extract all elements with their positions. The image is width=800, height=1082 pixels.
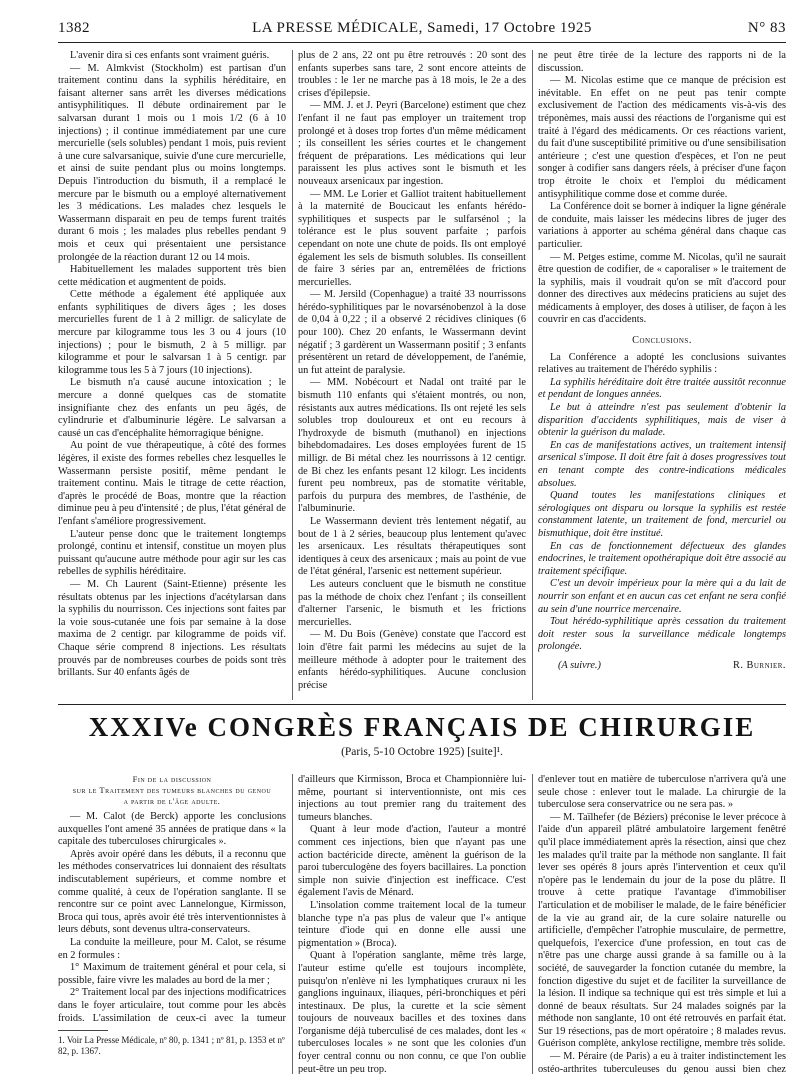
section-rule bbox=[58, 704, 786, 705]
discussion-heading bbox=[58, 774, 286, 807]
running-title: LA PRESSE MÉDICALE, Samedi, 17 Octobre 1925 bbox=[252, 20, 592, 36]
article-footer bbox=[538, 660, 786, 674]
column-divider bbox=[292, 50, 293, 700]
bottom-column-1 bbox=[58, 774, 286, 1024]
paragraph: 2° Traitement local par des injections modificatrices dans le foyer articulaire, tout comme pour les abcès froids. L'assimilation de ceux-ci avec la tumeur bbox=[58, 987, 286, 1024]
section-subtitle: (Paris, 5-10 Octobre 1925) [suite]¹. bbox=[341, 746, 503, 758]
paragraph: — MM. J. et J. Peyri (Barcelone) estiment que chez l'enfant il ne faut pas employer un traitement trop prolongé et à doses trop fortes d'un même médicament ; ils conseillent les séries courtes et le changement fréquent de préparations. Les médications qui leur paraissent les plus actives sont le bismuth et les nouveaux arsenicaux par ingestion. bbox=[298, 100, 526, 187]
conclusions-heading: Conclusions. bbox=[632, 335, 692, 347]
paragraph: Après avoir opéré dans les débuts, il a reconnu que les méthodes conservatrices lui donnaient des résultats indiscutablement supérieurs, et comme nombre et comme qualité, à ceux de l'opération sanglante. Il se rencontre sur ce point avec Lannelongue, Kirmisson, Broca qui tous, après avoir été très interventionnistes à leurs débuts, sont devenus ultra-conservateurs. bbox=[58, 848, 286, 936]
paragraph: Quant à leur mode d'action, l'auteur a montré comment ces injections, bien que n'ayant pas une action bactéricide directe, amènent la guérison de la paroi tuberculogène des foyers bacillaires. La ponction simple non suivie d'injection est inefficace. C'est également l'avis de Ménard. bbox=[298, 824, 526, 899]
paragraph: Les auteurs concluent que le bismuth ne constitue pas la méthode de choix chez l'enfant ; ils conseillent d'alterner l'arsenic, le bismuth et les frictions mercurielles. bbox=[298, 578, 526, 628]
conclusion-item: La syphilis héréditaire doit être traitée aussitôt reconnue et pendant de longues années. bbox=[538, 376, 786, 401]
paragraph: ne peut être tirée de la lecture des rapports ni de la discussion. bbox=[538, 50, 786, 74]
bottom-column-3 bbox=[538, 774, 786, 1074]
paragraph: Habituellement les malades supportent très bien cette médication et augmentent de poids. bbox=[58, 264, 286, 288]
column-divider bbox=[532, 50, 533, 700]
paragraph: — M. Calot (de Berck) apporte les conclusions auxquelles l'ont amené 35 années de pratique dans « la capitale des tuberculoses chirurgicales ». bbox=[58, 811, 286, 848]
author-signature: R. Burnier. bbox=[732, 659, 786, 671]
paragraph: — MM. Le Lorier et Galliot traitent habituellement à la maternité de Boucicaut les enfants hérédo-syphilitiques et suspects par le sulfarsénol ; la tolérance est le plus souvent parfaite ; parfois cependant on note une chute de poids. Ils ont employé également les sels de bismuth solubles. Ils conseillent de faire 3 séries par an, entremêlées de frictions mercurielles. bbox=[298, 188, 526, 288]
paragraph: — M. Almkvist (Stockholm) est partisan d'un traitement continu dans la syphilis héréditaire, en faisant alterner sans arrêt les diverses médications antisyphilitiques. Il débute ordinairement par le salvarsan durant 1 mois ou 1 mois 1/2 (6 à 10 injections) ; il continue immédiatement par une cure mercurielle (sels solubles) pendant 1 mois, puis revient à une cure salvarsanique, suivie d'une cure mercurielle, et ainsi de suite pendant plus ou moins longtemps. Depuis l'introduction du bismuth, il a remplacé le mercure par le bismuth ou a employé alternativement les 3 médications. Les malades chez lesquels le Wassermann disparait en peu de temps furent traités durant 6 mois ; les malades plus rebelles pendant 9 mois et ceux qui présentaient une persistance prolongée de la réaction durant 12 ou 14 mois. bbox=[58, 62, 286, 263]
top-column-1 bbox=[58, 50, 286, 702]
conclusions-intro: La Conférence a adopté les conclusions suivantes relatives au traitement de l'hérédo syphilis : bbox=[538, 351, 786, 376]
column-3-paragraphs bbox=[538, 50, 786, 327]
top-column-2 bbox=[298, 50, 526, 702]
conclusion-item: Le but à atteindre n'est pas seulement d'obtenir la disparition d'accidents syphilitiques, mais de viser à obtenir la guérison du malade. bbox=[538, 402, 786, 439]
paragraph: — M. Nicolas estime que ce manque de précision est inévitable. En effet on ne peut pas tenir compte exclusivement de l'action des médicaments vis-à-vis des tréponèmes, mais aussi des réactions de l'organisme qui est traité à l'égard des médicaments. Or ces réactions varient, du fait d'une susceptibilité primitive ou d'une sensibilisation antérieure ; c'est une question d'espèces, et l'on ne peut songer à codifier sans dangers réels, à préciser d'une façon trop étroite le choix et l'emploi du médicament antisyphilitique comme dose et comme durée. bbox=[538, 75, 786, 200]
paragraph: L'auteur pense donc que le traitement longtemps prolongé, continu et intensif, constitue un moyen plus puissant qu'aucune autre méthode pour agir sur les cas rebelles de syphilis héréditaire. bbox=[58, 528, 286, 578]
discussion-heading-line: a partir de l'âge adulte. bbox=[123, 796, 221, 806]
paragraph: plus de 2 ans, 22 ont pu être retrouvés : 20 sont des enfants superbes sans tare, 2 sont encore atteints de troubles : le 1er ne marche pas à 18 mois, le 2e a des crises d'épilepsie. bbox=[298, 50, 526, 99]
footnote: 1. Voir La Presse Médicale, nº 80, p. 1341 ; nº 81, p. 1353 et nº 82, p. 1367. bbox=[58, 1035, 285, 1056]
section-title: XXXIVe CONGRÈS FRANÇAIS DE CHIRURGIE bbox=[88, 712, 756, 742]
paragraph: La conduite la meilleure, pour M. Calot, se résume en 2 formules : bbox=[58, 936, 286, 961]
paragraph: — MM. Nobécourt et Nadal ont traité par le bismuth 110 enfants qui s'étaient montrés, ou non, résistants aux autres médications. Ils ont rejeté les sels solubles trop douloureux et ont eu recours à l'hydroxyde de bismuth (muthanol) en injections bihebdomadaires. Les doses employées furent de 15 milligr. de Bi métal chez les nourrissons à 12 centigr. de Bi chez les enfants pesant 12 kilogr. Les incidents furent peu nombreux, pas de stomatite véritable, parfois du purpura des membres, de l'asthénie, de l'albuminurie. bbox=[298, 377, 526, 515]
to-be-continued: (A suivre.) bbox=[558, 659, 601, 671]
column-1-paragraphs bbox=[58, 811, 286, 1024]
discussion-heading-line: Fin de la discussion bbox=[132, 774, 212, 784]
paragraph: — M. Petges estime, comme M. Nicolas, qu'il ne saurait être question de codifier, de « caporaliser » le traitement de la syphilis, mais il voudrait qu'on se mît d'accord pour donner des directives aux médecins praticiens au sujet des médicaments à employer, des doses à utiliser, de façon à les couvrir en cas d'accidents. bbox=[538, 251, 786, 326]
page-header bbox=[58, 20, 786, 40]
header-rule bbox=[58, 42, 786, 43]
paragraph: La Conférence doit se borner à indiquer la ligne générale de conduite, mais laisser les médecins libres de juger des variations à apporter au schéma général dans chaque cas particulier. bbox=[538, 201, 786, 250]
paragraph: 1° Maximum de traitement général et pour cela, si possible, faire vivre les malades au bord de la mer ; bbox=[58, 962, 286, 986]
paragraph: — M. Ch Laurent (Saint-Etienne) présente les résultats obtenus par les injections d'acétylarsan dans la syphilis du nourrisson. Ces injections sont faites par la voie sous-cutanée une fois par semaine à la dose maxima de 2 centigr. par kilogramme de poids vif. Chaque série comprend 8 injections. Les résultats prouvés par de nombreuses courbes de poids sont très brillants. Sur 40 enfants âgés de bbox=[58, 578, 286, 679]
conclusions-list bbox=[538, 377, 786, 654]
conclusion-item: Tout hérédo-syphilitique après cessation du traitement doit rester sous la surveillance médicale longtemps prolongée. bbox=[538, 616, 786, 653]
paragraph: Cette méthode a également été appliquée aux enfants syphilitiques de divers âges ; les doses mercurielles furent de 1 à 2 milligr. de salicylate de mercure par kilogramme tous les 3 ou 4 jours (10 injections) ; pour le bismuth, 2 à 5 milligr. par kilogramme et pour le salvarsan 1 à 5 centigr. par kilogramme tous les 5 à 7 jours (10 injections). bbox=[58, 289, 286, 376]
column-divider bbox=[532, 774, 533, 1074]
paragraph: — M. Taïlhefer (de Béziers) préconise le lever précoce à l'aide d'un appareil plâtré ambulatoire largement fenêtré qu'il place immédiatement après la résection, ainsi que chez les malades qu'il traite par la méthode non sanglante. Il fait lever ses opérés 8 jours après l'intervention et ceux qu'il n'opère pas le lendemain du jour de la pose du plâtre. Il trouve à cette pratique l'avantage d'immobiliser l'articulation et de mobiliser le malade, de le faire bénéficier de la vie au grand air, de la cure solaire naturelle ou artificielle, d'empêcher l'atrophie musculaire, de permettre, quelquefois, l'exercice d'une profession, en tout cas de n'être pas une charge aussi grande à sa famille ou à la société, de sauvegarder la fonction cutanée du membre, la fonction digestive du sujet et de faciliter la surveillance de la lésion. Il indique sa technique qui est très simple et lui a donné de beaux résultats. Sur 24 malades soignés par la méthode non sanglante, 10 ont été retrouvés en parfait état. Sur 19 résections, pas de mort opératoire ; 8 malades revus. Guérison complète, ankylose rectiligne, membre très solide. bbox=[538, 811, 786, 1050]
issue-number: N° 83 bbox=[747, 20, 786, 36]
discussion-heading-line: sur le Traitement des tumeurs blanches du genou bbox=[72, 785, 272, 795]
bottom-column-2 bbox=[298, 774, 526, 1074]
page-number: 1382 bbox=[58, 20, 90, 36]
paragraph: d'ailleurs que Kirmisson, Broca et Championnière lui-même, pourtant si interventionniste, ont mis ces injections au tout premier rang du traitement des tumeurs blanches. bbox=[298, 774, 526, 823]
paragraph: Le Wassermann devient très lentement négatif, au bout de 1 à 2 séries, beaucoup plus lentement qu'avec les arsenicaux. Les résultats thérapeutiques sont identiques à ceux des arsenicaux ; mais au point de vue de l'état général, l'arsenic est nettement supérieur. bbox=[298, 515, 526, 578]
footnote-rule bbox=[58, 1030, 108, 1031]
paragraph: d'enlever tout en matière de tuberculose n'arrivera qu'à une seule chose : enlever tout le malade. La chirurgie de la tuberculose sera conservatrice ou ne sera pas. » bbox=[538, 774, 786, 811]
paragraph: Quant à l'opération sanglante, même très large, l'auteur estime qu'elle est toujours incomplète, puisqu'on n'enlève ni les lymphatiques cruraux ni les ganglions inguinaux, iliaques, péri-bronchiques et péri intestinaux. De plus, la curette et la scie sèment toujours de nouveaux bacilles et des toxines dans l'organisme déjà tuberculisé de ces malades, dont les « tuberculoses locales » ne sont que les colonies d'un foyer central connu ou non connu, ce que l'on oublie peut-être un peu trop. bbox=[298, 950, 526, 1074]
top-column-3 bbox=[538, 50, 786, 702]
paragraph: L'avenir dira si ces enfants sont vraiment guéris. bbox=[70, 50, 270, 61]
paragraph: — M. Péraire (de Paris) a eu à traiter indistinctement les ostéo-arthrites tuberculeuses du genou aussi bien chez bbox=[538, 1051, 786, 1074]
paragraph: — M. Jersild (Copenhague) a traité 33 nourrissons hérédo-syphilitiques par le novarsénobenzol à la dose de 0,04 à 0,22 ; il a observé 2 récidives cliniques (6 pour 100). Chez 20 enfants, le Wassermann devint négatif ; 3 gardèrent un Wassermann positif ; 3 enfants présentèrent un retard de développement, de l'anémie, un fut atteint de paralysie. bbox=[298, 289, 526, 376]
conclusion-item: C'est un devoir impérieux pour la mère qui a du lait de nourrir son enfant et en aucun cas cet enfant ne sera confié au sein d'une nourrice mercenaire. bbox=[538, 578, 786, 615]
conclusion-item: Quand toutes les manifestations cliniques et sérologiques ont disparu ou lorsque la syphilis est restée constamment latente, un traitement de fond, mercuriel ou bismuthique, doit être institué. bbox=[538, 490, 786, 539]
paragraph: Au point de vue thérapeutique, à côté des formes légères, il existe des formes rebelles chez lesquelles le Wassermann persiste positif, même pendant le traitement continu. Mais le titrage de cette réaction, d'après le procédé de Boas, montre que la réaction diminue peu à peu d'intensité ; de plus, l'état général de l'enfant s'améliore progressivement. bbox=[58, 440, 286, 527]
conclusion-item: En cas de manifestations actives, un traitement intensif arsenical s'impose. Il doit être fait à doses progressives tout en tenant compte des contre-indications médicales absolues. bbox=[538, 439, 786, 489]
conclusion-item: En cas de fonctionnement défectueux des glandes endocrines, le traitement opothérapique doit être associé au traitement spécifique. bbox=[538, 540, 786, 577]
column-divider bbox=[292, 774, 293, 1074]
paragraph: Le bismuth n'a causé aucune intoxication ; le mercure a donné quelques cas de stomatite insignifiante chez des enfants un peu âgés, de cylindrurie et d'albuminurie légère. Le salvarsan a causé un cas d'encéphalite hémorragique bénigne. bbox=[58, 377, 286, 439]
paragraph: L'insolation comme traitement local de la tumeur blanche type n'a pas plus de valeur que l'« antique teinture d'iode qui en donne elle aussi une pigmentation » (Broca). bbox=[298, 899, 526, 949]
paragraph: — M. Du Bois (Genève) constate que l'accord est loin d'être fait parmi les médecins au sujet de la meilleure méthode à adopter pour le traitement des enfants hérédo-syphilitiques. Aucune conclusion précise bbox=[298, 629, 526, 691]
